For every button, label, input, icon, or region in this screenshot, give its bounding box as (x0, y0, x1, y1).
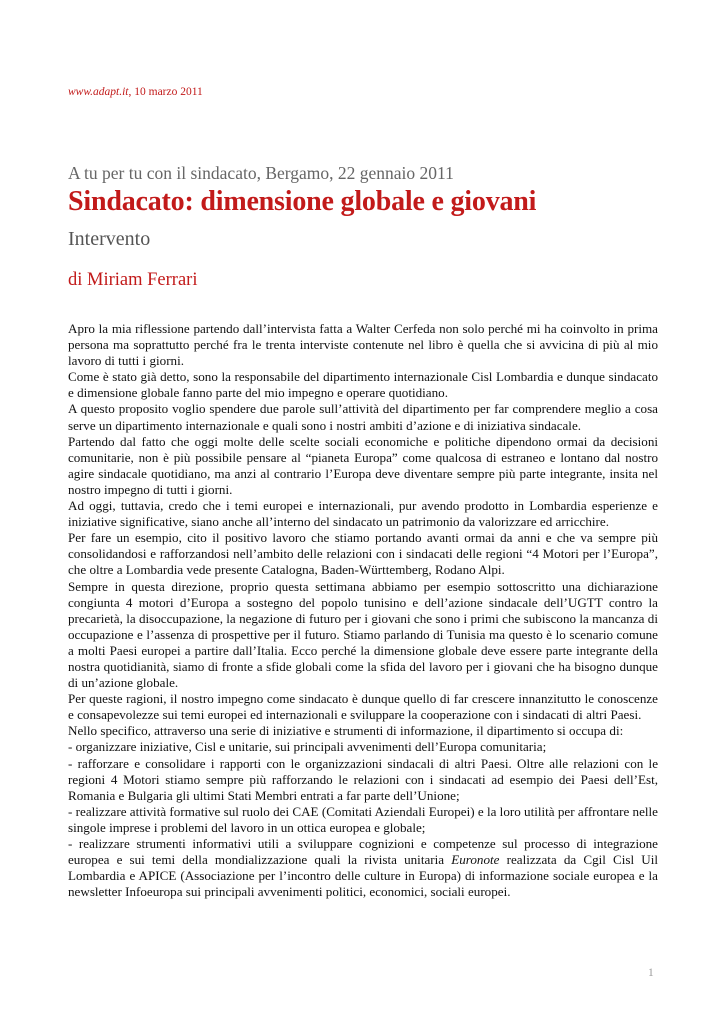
list-item: - rafforzare e consolidare i rapporti con le organizzazioni sindacali di altri Paesi. Oltre alle relazioni con le regioni 4 Motori stiamo sempre più rafforzando le relazioni con i sindacati ad esempio dei Paesi dell’Est, Romania e Bulgaria gli ultimi Stati Membri entrati a far parte dell’Unione; (68, 755, 658, 803)
event-line: A tu per tu con il sindacato, Bergamo, 22 gennaio 2011 (68, 163, 454, 183)
list-item-text-after: realizzata da Cgil Cisl Uil Lombardia e APICE (Associazione per l’incontro delle culture in Europa) di informazione sociale europea e la newsletter Infoeuropa sui principali avvenimenti politici, economici, sociali europei. (68, 852, 659, 900)
document-type: Intervento (68, 228, 151, 250)
paragraph: Ad oggi, tuttavia, credo che i temi europei e internazionali, pur avendo prodotto in Lombardia esperienze e iniziative significative, siano anche all’interno del sindacato un patrimonio da valorizzare ed arricchire. (68, 498, 658, 530)
source-date: , 10 marzo 2011 (128, 86, 203, 98)
paragraph: Come è stato già detto, sono la responsabile del dipartimento internazionale Cisl Lombardia e dunque sindacato e dimensione globale fanno parte del mio impegno e operare quotidiano. (68, 369, 658, 401)
paragraph: Sempre in questa direzione, proprio questa settimana abbiamo per esempio sottoscritto una dichiarazione congiunta 4 motori d’Europa a sostegno del popolo tunisino e dell’azione sindacale dell’UGTT contro la precarietà, la disoccupazione, la negazione di futuro per i giovani che sono i primi che subiscono la mancanza di occupazione e l’assenza di prospettive per il futuro. Stiamo parlando di Tunisia ma questo è lo scenario comune a molti Paesi europei a partire dall’Italia. Ecco perché la dimensione globale deve essere parte integrante della nostra quotidianità, siamo di fronte a sfide globali come la sfida del lavoro per i giovani che ha bisogno dunque di un’azione globale. (68, 578, 658, 691)
paragraph: Per queste ragioni, il nostro impegno come sindacato è dunque quello di far crescere innanzitutto le conoscenze e consapevolezze sui temi europei ed internazionali e sviluppare la cooperazione con i sindacati di altri Paesi. (68, 691, 658, 723)
paragraph: A questo proposito voglio spendere due parole sull’attività del dipartimento per far comprendere meglio a cosa serve un dipartimento internazionale e quali sono i nostri ambiti d’azione e di iniziativa sindacale. (68, 401, 658, 433)
source-line (68, 86, 203, 98)
author-line: di Miriam Ferrari (68, 270, 198, 290)
paragraph: Nello specifico, attraverso una serie di iniziative e strumenti di informazione, il dipartimento si occupa di: (68, 723, 624, 739)
euronote-emphasis: Euronote (451, 852, 500, 868)
paragraph: Per fare un esempio, cito il positivo lavoro che stiamo portando avanti ormai da anni e che va sempre più consolidandosi e rafforzandosi nell’ambito delle relazioni con i sindacati delle regioni “4 Motori per l’Europa”, che oltre a Lombardia vede presente Catalogna, Baden-Württemberg, Rodano Alpi. (68, 530, 658, 578)
body-text (68, 321, 658, 900)
source-site-link[interactable]: www.adapt.it (68, 86, 129, 98)
list-item: - realizzare attività formative sul ruolo dei CAE (Comitati Aziendali Europei) e la loro utilità per affrontare nelle singole imprese i problemi del lavoro in un ottica europea e globale; (68, 803, 658, 835)
list-item: - organizzare iniziative, Cisl e unitarie, sui principali avvenimenti dell’Europa comunitaria; (68, 739, 547, 755)
list-item-text-before: - realizzare strumenti informativi utili a sviluppare cognizioni e competenze sul processo di integrazione europea e sui temi della mondializzazione quali la rivista unitaria (68, 836, 658, 868)
page-number: 1 (648, 967, 654, 979)
paragraph: Partendo dal fatto che oggi molte delle scelte sociali economiche e politiche dipendono ormai da decisioni comunitarie, non è più possibile pensare al “pianeta Europa” come qualcosa di estraneo e lontano dal nostro agire sindacale quotidiano, ma anzi al contrario l’Europa deve diventare sempre più parte integrante, insita nel nostro impegno di tutti i giorni. (68, 433, 658, 497)
document-title: Sindacato: dimensione globale e giovani (68, 186, 537, 217)
list-item (68, 836, 658, 900)
paragraph: Apro la mia riflessione partendo dall’intervista fatta a Walter Cerfeda non solo perché mi ha coinvolto in prima persona ma soprattutto perché fra le trenta interviste contenute nel libro è quella che si avvicina di più al mio lavoro di tutti i giorni. (68, 321, 658, 369)
